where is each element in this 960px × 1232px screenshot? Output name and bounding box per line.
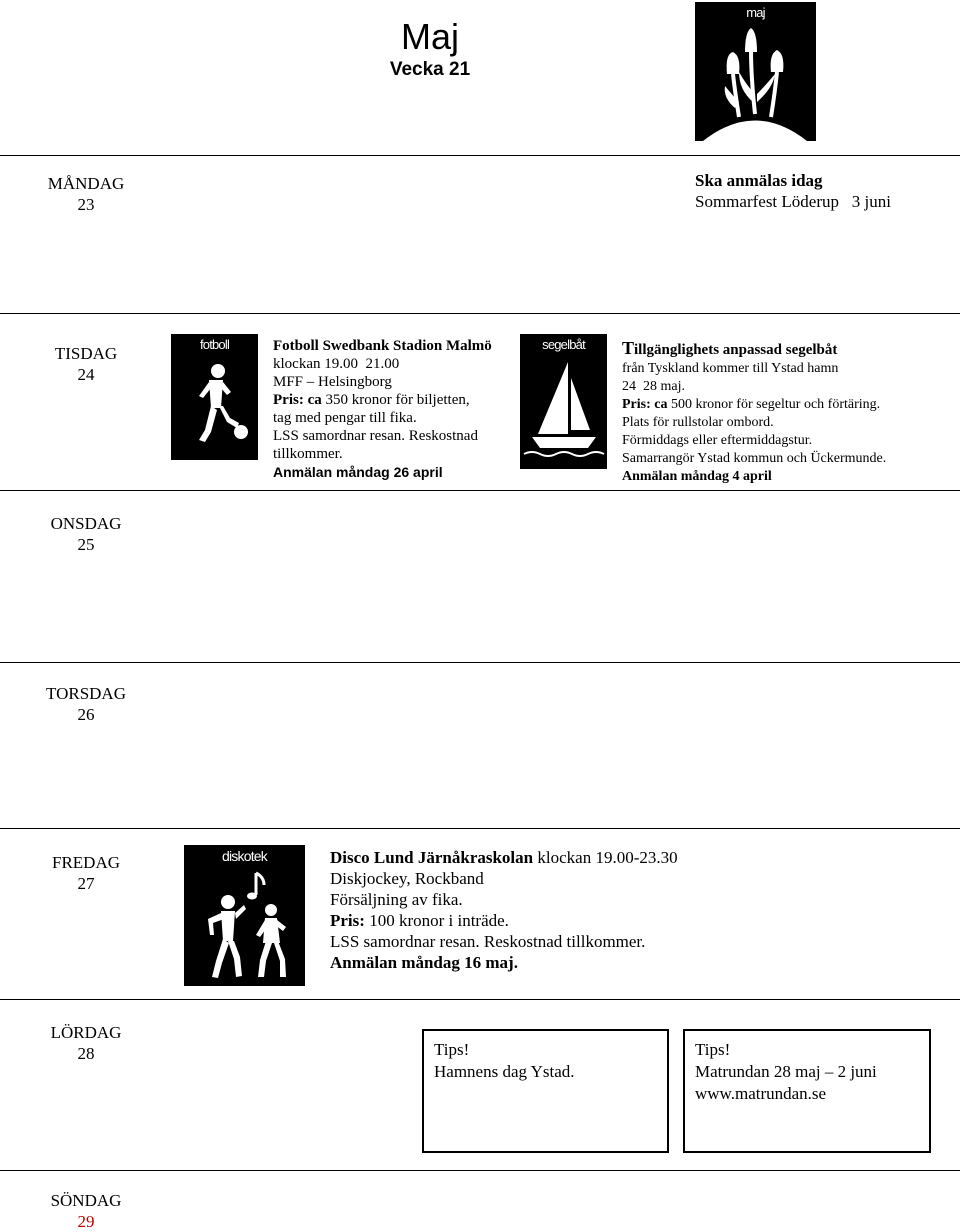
divider <box>0 313 960 314</box>
disco-time: klockan 19.00-23.30 <box>533 848 678 867</box>
tip-heading: Tips! <box>695 1040 731 1059</box>
price-text: 100 kronor i inträde. <box>364 911 509 930</box>
week-label: Vecka 21 <box>389 59 471 80</box>
sailing-line4: Plats för rullstolar ombord. <box>622 415 774 430</box>
day-name: LÖRDAG <box>50 1023 122 1042</box>
day-monday <box>20 173 152 215</box>
disco-line1: Diskjockey, Rockband <box>330 869 484 888</box>
sailing-event <box>622 338 960 484</box>
may-logo-label: maj <box>746 5 765 20</box>
disco-icon-label: diskotek <box>222 848 267 864</box>
football-price <box>273 391 518 409</box>
day-name: ONSDAG <box>50 514 122 533</box>
sailboat-icon-label: segelbåt <box>542 337 585 352</box>
day-thursday <box>20 683 152 725</box>
divider <box>0 999 960 1000</box>
disco-line2: Försäljning av fika. <box>330 890 463 909</box>
sailing-line2: 24 28 maj. <box>622 379 685 394</box>
day-name: MÅNDAG <box>47 174 125 193</box>
price-text: 500 kronor för segeltur och förtäring. <box>667 397 881 412</box>
football-signup: Anmälan måndag 26 april <box>273 464 443 480</box>
sailing-line6: Samarrangör Ystad kommun och Ückermunde. <box>622 451 887 466</box>
disco-transport: LSS samordnar resan. Reskostnad tillkommer. <box>330 932 646 951</box>
football-match: MFF – Helsingborg <box>273 374 392 390</box>
football-icon-label: fotboll <box>199 337 230 352</box>
divider <box>0 155 960 156</box>
day-saturday <box>20 1022 152 1064</box>
tip-heading: Tips! <box>434 1040 470 1059</box>
sailing-title-rest: illgänglighets anpassad segelbåt <box>634 342 838 358</box>
sailing-price <box>622 396 960 414</box>
day-name: TISDAG <box>54 344 118 363</box>
divider <box>0 1170 960 1171</box>
football-player-icon <box>171 334 258 460</box>
day-friday <box>20 852 152 894</box>
page-title: Maj <box>400 16 459 57</box>
tip-box <box>683 1029 931 1153</box>
sailing-title <box>622 338 960 360</box>
football-pictogram <box>171 334 258 460</box>
football-transport-cont: tillkommer. <box>273 446 343 462</box>
day-tuesday <box>20 343 152 385</box>
divider <box>0 490 960 491</box>
day-date: 25 <box>77 535 95 554</box>
sailing-signup: Anmälan måndag 4 april <box>622 469 772 484</box>
day-name: TORSDAG <box>46 684 126 703</box>
disco-pictogram <box>184 845 305 986</box>
sailing-line1: från Tyskland kommer till Ystad hamn <box>622 361 839 376</box>
tulip-icon <box>695 2 816 141</box>
disco-event <box>330 847 930 973</box>
day-date: 27 <box>77 874 95 893</box>
disco-price <box>330 910 930 931</box>
day-date: 26 <box>77 705 95 724</box>
price-text: 350 kronor för biljetten, <box>321 392 470 408</box>
day-name: FREDAG <box>51 853 120 872</box>
tip-line: Matrundan 28 maj – 2 juni <box>695 1062 877 1081</box>
tip-box <box>422 1029 669 1153</box>
may-tulip-logo <box>695 2 816 141</box>
sailboat-icon <box>520 334 607 469</box>
day-wednesday <box>20 513 152 555</box>
monday-note-line: Sommarfest Löderup 3 juni <box>695 192 891 211</box>
monday-note <box>695 170 955 212</box>
price-label: Pris: ca <box>622 397 668 412</box>
disco-title: Disco Lund Järnåkraskolan <box>330 848 534 867</box>
football-transport: LSS samordnar resan. Reskostnad <box>273 428 478 444</box>
day-date: 29 <box>77 1212 95 1231</box>
day-date: 24 <box>77 365 95 384</box>
day-sunday <box>20 1190 152 1232</box>
day-date: 28 <box>77 1044 95 1063</box>
dancers-icon <box>184 845 305 986</box>
football-price-cont: tag med pengar till fika. <box>273 410 417 426</box>
divider <box>0 828 960 829</box>
sailing-title-first: T <box>622 338 635 358</box>
monday-note-heading: Ska anmälas idag <box>695 171 823 190</box>
price-label: Pris: ca <box>273 392 322 408</box>
sailing-line5: Förmiddags eller eftermiddagstur. <box>622 433 813 448</box>
tip-link[interactable]: www.matrundan.se <box>695 1084 827 1103</box>
football-title: Fotboll Swedbank Stadion Malmö <box>273 338 492 354</box>
sailboat-pictogram <box>520 334 607 469</box>
disco-signup: Anmälan måndag 16 maj. <box>330 953 518 972</box>
tip-line: Hamnens dag Ystad. <box>434 1062 575 1081</box>
day-date: 23 <box>77 195 95 214</box>
day-name: SÖNDAG <box>50 1191 122 1210</box>
football-time: klockan 19.00 21.00 <box>273 356 400 372</box>
disco-title-line <box>330 847 930 868</box>
football-event <box>273 337 518 481</box>
price-label: Pris: <box>330 911 365 930</box>
divider <box>0 662 960 663</box>
